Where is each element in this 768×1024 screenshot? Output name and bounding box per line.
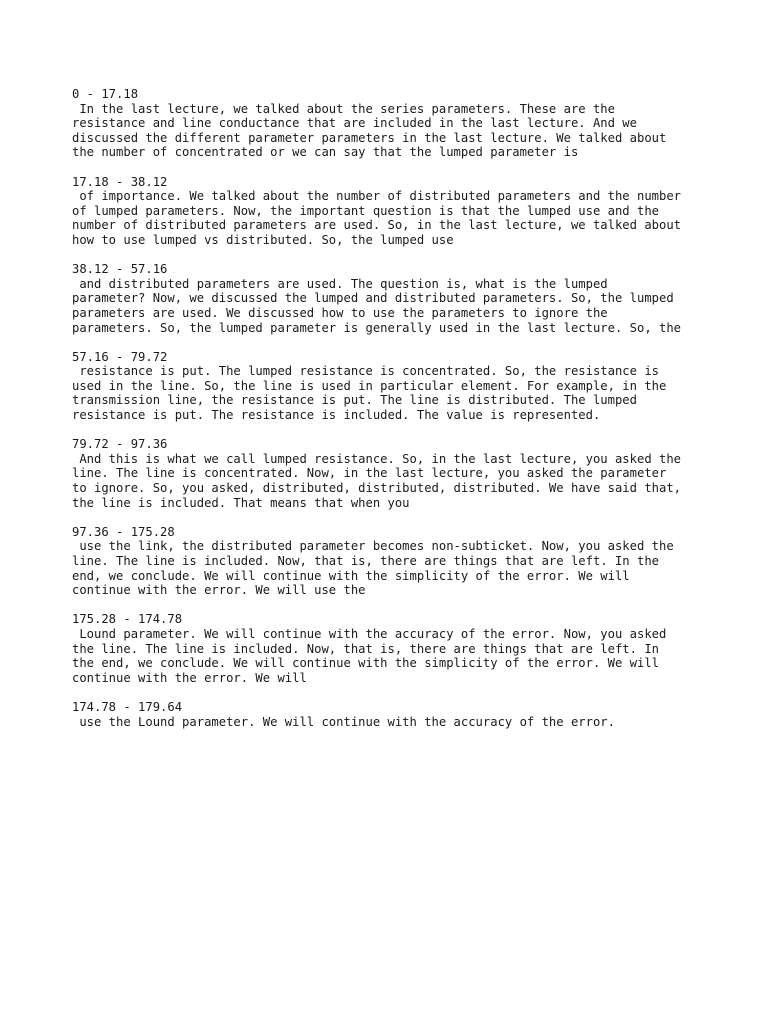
segment-text-line: resistance and line conductance that are included in the last lecture. And we	[72, 116, 637, 131]
transcript-segment	[72, 175, 732, 248]
segment-text-line: In the last lecture, we talked about the series parameters. These are the	[72, 101, 615, 116]
segment-text-line: use the link, the distributed parameter becomes non-subticket. Now, you asked the	[72, 539, 674, 554]
segment-text-line: the end, we conclude. We will continue with the simplicity of the error. We will	[72, 656, 659, 671]
segment-text-line: the number of concentrated or we can say that the lumped parameter is	[72, 145, 579, 160]
segment-text-line: And this is what we call lumped resistance. So, in the last lecture, you asked the	[72, 451, 682, 466]
segment-text-line: how to use lumped vs distributed. So, the lumped use	[72, 232, 454, 247]
segment-timestamp: 97.36 - 175.28	[72, 524, 175, 539]
segment-text-line: line. The line is concentrated. Now, in the last lecture, you asked the parameter	[72, 466, 667, 481]
segment-text-line: used in the line. So, the line is used in particular element. For example, in the	[72, 378, 667, 393]
segment-text-line: Lound parameter. We will continue with the accuracy of the error. Now, you asked	[72, 626, 667, 641]
segment-text-line: resistance is put. The lumped resistance is concentrated. So, the resistance is	[72, 364, 659, 379]
segment-text-line: of lumped parameters. Now, the important question is that the lumped use and the	[72, 203, 659, 218]
transcript	[72, 87, 732, 744]
segment-text-line: parameter? Now, we discussed the lumped and distributed parameters. So, the lumped	[72, 291, 674, 306]
segment-text-line: parameters are used. We discussed how to use the parameters to ignore the	[72, 305, 608, 320]
segment-timestamp: 57.16 - 79.72	[72, 349, 168, 364]
transcript-segment	[72, 700, 732, 729]
transcript-segment	[72, 262, 732, 335]
segment-text-line: of importance. We talked about the number of distributed parameters and the number	[72, 189, 682, 204]
segment-text-line: line. The line is included. Now, that is, there are things that are left. In the	[72, 554, 659, 568]
transcript-segment	[72, 437, 732, 510]
segment-timestamp: 38.12 - 57.16	[72, 262, 168, 277]
segment-text-line: number of distributed parameters are used. So, in the last lecture, we talked about	[72, 218, 682, 233]
segment-text-line: use the Lound parameter. We will continue with the accuracy of the error.	[72, 714, 615, 729]
segment-text-line: transmission line, the resistance is put. The line is distributed. The lumped	[72, 393, 637, 408]
transcript-segment	[72, 350, 732, 423]
segment-text-line: discussed the different parameter parameters in the last lecture. We talked about	[72, 130, 667, 145]
segment-text-line: and distributed parameters are used. The question is, what is the lumped	[72, 276, 608, 291]
segment-text-line: parameters. So, the lumped parameter is generally used in the last lecture. So, the	[72, 320, 682, 335]
segment-text-line: end, we conclude. We will continue with the simplicity of the error. We will	[72, 568, 630, 583]
segment-text-line: resistance is put. The resistance is included. The value is represented.	[72, 408, 601, 423]
transcript-segment	[72, 525, 732, 598]
segment-text-line: continue with the error. We will use the	[72, 583, 366, 598]
segment-text-line: the line is included. That means that when you	[72, 495, 410, 510]
segment-text-line: continue with the error. We will	[72, 670, 307, 685]
segment-timestamp: 174.78 - 179.64	[72, 699, 183, 714]
segment-timestamp: 0 - 17.18	[72, 87, 139, 101]
segment-text-line: to ignore. So, you asked, distributed, distributed, distributed. We have said that,	[72, 481, 682, 496]
transcript-segment	[72, 87, 732, 160]
transcript-segment	[72, 612, 732, 685]
segment-text-line: the line. The line is included. Now, that is, there are things that are left. In	[72, 641, 659, 656]
segment-timestamp: 79.72 - 97.36	[72, 437, 168, 452]
segment-timestamp: 17.18 - 38.12	[72, 174, 168, 189]
segment-timestamp: 175.28 - 174.78	[72, 612, 183, 627]
